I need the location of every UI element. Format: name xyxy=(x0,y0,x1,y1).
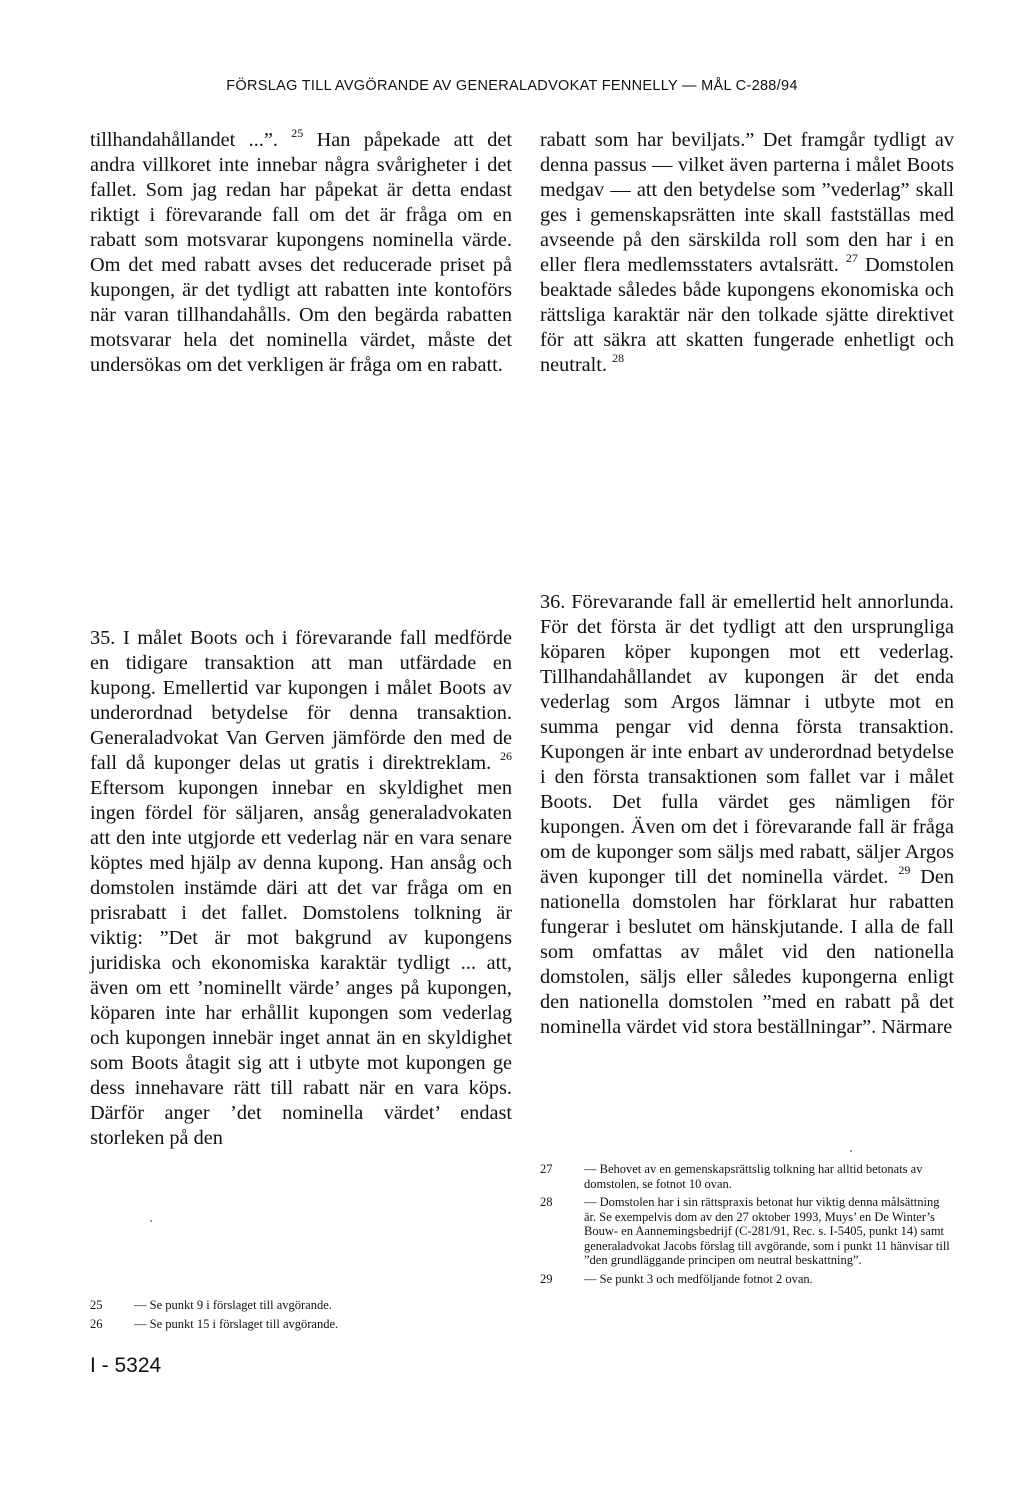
footnote-separator-right xyxy=(850,1150,852,1152)
running-header: FÖRSLAG TILL AVGÖRANDE AV GENERALADVOKAT FENNELLY — MÅL C-288/94 xyxy=(226,78,798,94)
footnote-ref-29[interactable]: 29 xyxy=(898,863,911,878)
footnote-ref-26[interactable]: 26 xyxy=(500,749,512,764)
right-column-top-text xyxy=(540,128,954,378)
footnote-separator-left xyxy=(150,1220,152,1222)
footnotes-left xyxy=(90,1298,510,1335)
page-number: I - 5324 xyxy=(90,1354,162,1377)
footnote: 29 — Se punkt 3 och medföljande fotnot 2 ovan. xyxy=(540,1271,813,1286)
paragraph-35: 35. I målet Boots och i förevarande fall medförde en tidigare transaktion att man utfärdade en kupong. Emellertid var kupongen i målet Boots av underordnad betydelse för denna transaktion. Generaladvokat Van Gerven jämförde den med de fall då kuponger delas ut gratis i direktreklam. $^{26}$ Eftersom kupongen innebar en skyldighet men ingen fördel för säljaren, ansåg generaladvokaten att den inte utgjorde ett vederlag när en vara senare köptes med hjälp av denna kupong. Han ansåg och domstolen instämde däri att det var fråga om en prisrabatt i det fallet. Domstolens tolkning är viktig: ”Det är mot bakgrund av kupongens juridiska och ekonomiska karaktär tydligt ... att, även om ett ’nominellt värde’ anges på kupongen, köparen inte har erhållit kupongen som vederlag och kupongen innebär inget annat än en skyldighet som Boots åtagit sig att i utbyte mot kupongen ge dess innehavare rätt till rabatt när en vara köps. Därför anger ’det nominella värdet’ endast storleken på den xyxy=(90,627,512,1149)
continuation-paragraph-right: rabatt som har beviljats.” Det framgår tydligt av denna passus — vilket även parterna i målet Boots medgav — att den betydelse som ”vederlag” skall ges i gemenskapsrätten inte skall fastställas med avseende på den särskilda roll som den har i en eller flera medlemsstaters avtalsrätt. $^{27}$ Domstolen beaktade således både kupongens ekonomiska och rättsliga karaktär när den tolkade sjätte direktivet för att säkra att skatten fungerade enhetligt och neutralt. $^{28}$ xyxy=(540,129,954,376)
paragraph-36: 36. Förevarande fall är emellertid helt annorlunda. För det första är det tydligt att den ursprungliga köparen köper kupongen mot ett vederlag. Tillhandahållandet av kupongen är det enda vederlag som Argos lämnar i utbyte mot en summa pengar vid denna första transaktion. Kupongen är inte enbart av underordnad betydelse i den första transaktionen som fallet var i målet Boots. Det fulla värdet ges nämligen för kupongen. Även om det i förevarande fall är fråga om de kuponger som säljs med rabatt, säljer Argos även kuponger till det nominella värdet. $^{29}$ Den nationella domstolen har förklarat hur rabatten fungerar i beslutet om hänskjutande. I alla de fall som omfattas av målet vid den nationella domstolen, säljs eller således kupongerna enligt den nationella domstolen ”med en rabatt på det nominella värdet vid stora beställningar”. Närmare xyxy=(540,591,954,1038)
footnote: 25 — Se punkt 9 i förslaget till avgörande. xyxy=(90,1298,332,1312)
footnote: 26 — Se punkt 15 i förslaget till avgörande. xyxy=(90,1316,339,1331)
footnotes-right xyxy=(540,1162,954,1290)
footnote-ref-27[interactable]: 27 xyxy=(845,251,858,266)
footnote-ref-28[interactable]: 28 xyxy=(612,351,625,366)
footnote: 27 — Behovet av en gemenskapsrättslig tolkning har alltid betonats av domstolen, se fotnot 10 ovan. xyxy=(540,1162,923,1191)
footnote-ref-25[interactable]: 25 xyxy=(291,126,304,141)
footnote: 28 — Domstolen har i sin rättspraxis betonat hur viktig denna målsättning är. Se exempelvis dom av den 27 oktober 1993, Muys’ en De Winter’s Bouw- en Aannemingsbedrijf (C-281/91, Rec. s. I-5405, punkt 14) samt generaladvokat Jacobs förslag till avgörande, som i punkt 11 hänvisar till ”den grundläggande principen om neutral beskattning”. xyxy=(540,1195,950,1267)
left-column-top-text xyxy=(90,128,512,378)
continuation-paragraph: tillhandahållandet ...”. $^{25}$ Han påpekade att det andra villkoret inte innebar några svårigheter i det fallet. Som jag redan har påpekat är detta endast riktigt i förevarande fall om det är fråga om en rabatt som motsvarar kupongens nominella värde. Om det med rabatt avses det reducerade priset på kupongen, är det tydligt att rabatten inte kontoförs när varan tillhandahålls. Om den begärda rabatten motsvarar hela det nominella värdet, måste det undersökas om det verkligen är fråga om en rabatt. xyxy=(90,126,512,376)
